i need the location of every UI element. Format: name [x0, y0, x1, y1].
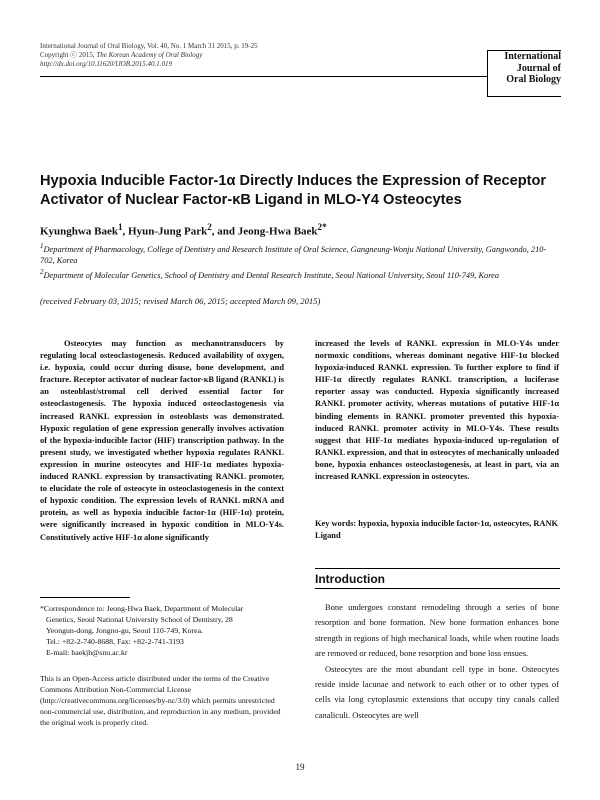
citation-line: International Journal of Oral Biology, Vol. 40, No. 1 March 31 2015, p. 19-25: [40, 42, 258, 50]
page-number: 19: [295, 762, 305, 772]
author-list: [40, 220, 560, 239]
correspondence-line: *Correspondence to: Jeong-Hwa Baek, Department of Molecular: [40, 604, 244, 613]
header-divider: [40, 76, 487, 77]
title-line2: Activator of Nuclear Factor-κB Ligand in MLO-Y4 Osteocytes: [40, 192, 462, 208]
affiliation-mark: 1: [40, 242, 44, 250]
section-divider: [315, 588, 560, 589]
received-dates: (received February 03, 2015; revised March 06, 2015; accepted March 09, 2015): [40, 296, 321, 306]
keywords: Key words: hypoxia, hypoxia inducible factor-1α, osteocytes, RANK Ligand: [315, 519, 559, 541]
affiliation-text: Department of Molecular Genetics, School of Dentistry and Dental Research Institute, Seoul National University, Seoul 110-749, Korea: [43, 270, 500, 280]
license-notice: This is an Open-Access article distributed under the terms of the Creative Commons Attribution Non-Commercial License (http://creativecommons.org/licenses/by-nc/3.0) which permits unrestricted non-commercial use, distribution, and reproduction in any medium, provided the original work is properly cited.: [40, 674, 281, 727]
section-heading: Introduction: [315, 572, 385, 586]
author-separator: ,: [122, 225, 129, 238]
correspondence-footnote: [40, 603, 290, 658]
copyright-prefix: Copyright ⓒ 2015,: [40, 51, 97, 60]
journal-name-line3: Oral Biology: [506, 74, 561, 85]
author-separator: , and: [211, 225, 238, 238]
affiliation: [40, 241, 560, 267]
affiliation-text: Department of Pharmacology, College of Dentistry and Research Institute of Oral Science, Gangneung-Wonju National University, Gangwondo, 210-702, Korea: [40, 244, 547, 266]
journal-logo-box: [487, 50, 561, 97]
affiliations: [40, 241, 560, 281]
copyright-line: [40, 51, 340, 60]
footnote-divider: [40, 597, 130, 598]
author-name: Kyunghwa Baek: [40, 225, 118, 238]
article-title: [40, 172, 560, 210]
section-divider: [315, 568, 560, 569]
doi-link[interactable]: http://dx.doi.org/10.11620/IJOB.2015.40.1.019: [40, 60, 173, 69]
affiliation: [40, 267, 560, 281]
author-name: Hyun-Jung Park: [128, 225, 208, 238]
journal-name-line1: International: [504, 51, 561, 62]
journal-citation: [40, 42, 340, 70]
author-affil-mark: 2*: [317, 222, 327, 232]
paragraph: Bone undergoes constant remodeling through a series of bone resorption and bone formation. New bone formation enhances bone strength in regions of high mechanical loads, while when routine loads are removed or reduced, bone resorption and bone loss ensues.: [315, 602, 559, 659]
email-link[interactable]: E-mail: baekjh@snu.ac.kr: [46, 648, 128, 657]
abstract-left-column: Osteocytes may function as mechanotransducers by regulating local osteoclastogenesis. Reduced availability of oxygen, i.e. hypoxia, could occur during disuse, bone development, and fracture. Receptor activator of nuclear factor-κB ligand (RANKL) is an osteoblast/stromal cell derived essential factor for osteoclastogenesis. The hypoxia induced osteoclastogenesis via increased RANKL expression in osteoblasts was demonstrated. Hypoxic regulation of gene expression generally involves activation of the hypoxia-inducible factor (HIF) transcription pathway. In the present study, we investigated whether hypoxia regulates RANKL expression in murine osteocytes and HIF-1α mediates hypoxia-induced RANKL expression by transactivating RANKL promoter, to elucidate the role of osteocyte in osteoclastogenesis in the context of hypoxic condition. The expression levels of RANKL mRNA and protein, as well as hypoxia inducible factor-1α (HIF-1α) protein, were significantly increased in hypoxic condition in MLO-Y4s. Constitutively active HIF-1α alone significantly: [40, 339, 284, 542]
paragraph: Osteocytes are the most abundant cell type in bone. Osteocytes reside inside lacunae and network to each other or to other types of cells via long cytoplasmic extensions that occupy tiny canals called canaliculi. Osteocytes are well: [315, 663, 559, 720]
correspondence-line: Tel.: +82-2-740-8688, Fax: +82-2-741-3193: [46, 637, 184, 646]
correspondence-line: Genetics, Seoul National University School of Dentistry, 28: [46, 615, 233, 624]
abstract-right-column: increased the levels of RANKL expression in MLO-Y4s under normoxic conditions, whereas dominant negative HIF-1α blocked hypoxia-induced RANKL expression. To further explore to find if HIF-1α directly regulates RANKL transcription, a luciferase reporter assay was conducted. Hypoxia significantly increased RANKL promoter activity, whereas mutations of putative HIF-1α binding elements in RANKL promoter prevented this hypoxia-induced RANKL promoter activity in MLO-Y4s. These results suggest that HIF-1α mediates hypoxia-induced up-regulation of RANKL expression, and that in osteocytes of mechanically unloaded bone, hypoxia enhances osteoclastogenesis, at least in part, via an increased RANKL expression in osteocytes.: [315, 339, 559, 482]
author-affil-mark: 1: [117, 222, 123, 232]
author-name: Jeong-Hwa Baek: [237, 225, 318, 238]
title-line1: Hypoxia Inducible Factor-1α Directly Induces the Expression of Receptor: [40, 173, 547, 189]
copyright-holder: The Korean Academy of Oral Biology: [96, 51, 203, 60]
introduction-text: [315, 600, 559, 723]
author-affil-mark: 2: [207, 222, 212, 232]
journal-name-line2: Journal of: [516, 62, 561, 74]
correspondence-line: Yeongun-dong, Jongno-gu, Seoul 110-749, Korea.: [46, 626, 204, 635]
affiliation-mark: 2: [40, 267, 44, 276]
